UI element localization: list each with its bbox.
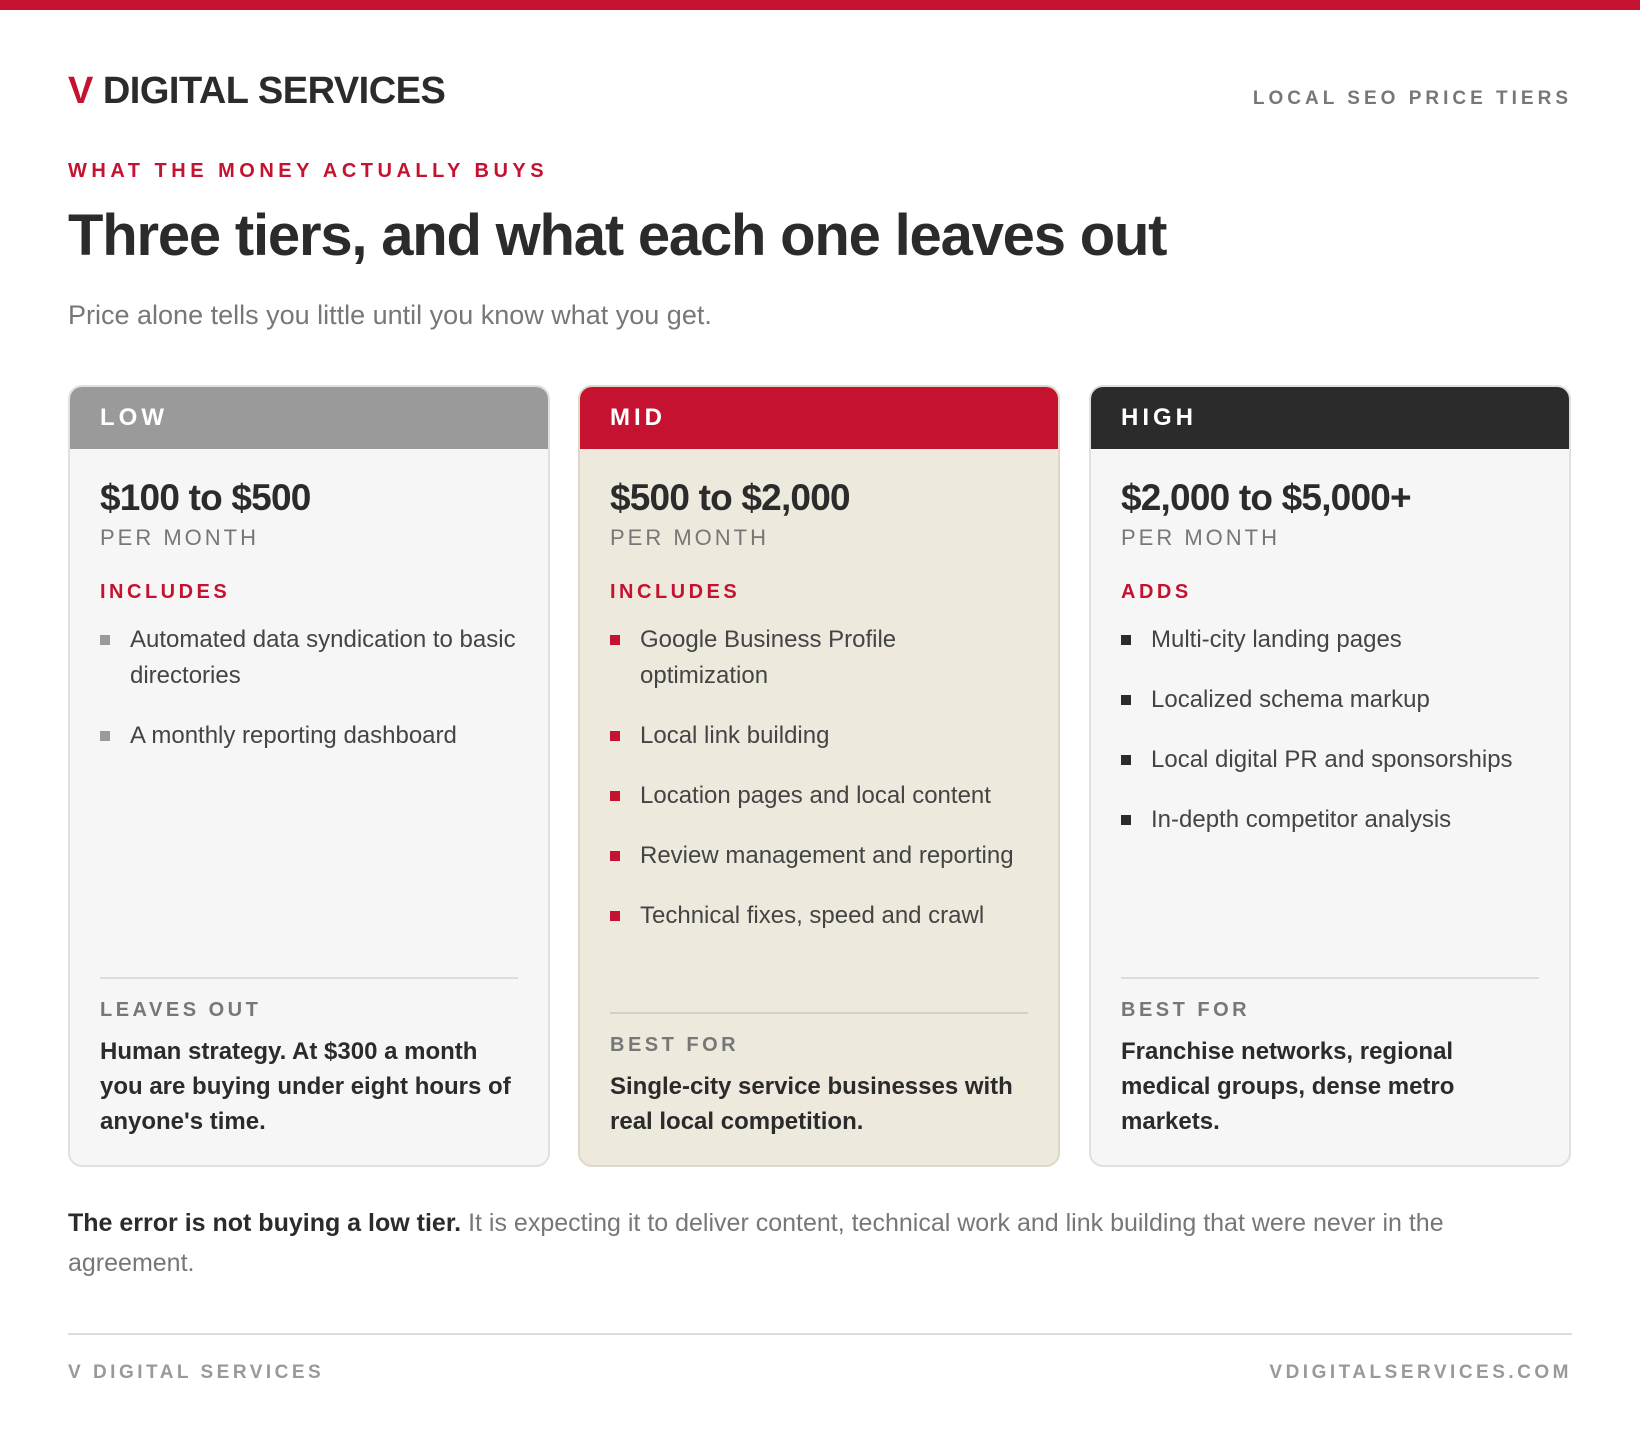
brand-name: DIGITAL SERVICES: [102, 70, 446, 112]
list-item-text: Location pages and local content: [640, 782, 991, 809]
tier-foot-label: BEST FOR: [610, 1034, 740, 1056]
tier-foot-text: Franchise networks, regional medical groups, dense metro markets.: [1121, 1038, 1455, 1135]
list-item: [100, 718, 518, 754]
summary-note-text: It is expecting it to deliver content, technical work and link building that were never in the agreement.: [68, 1209, 1444, 1277]
square-bullet-icon: [1121, 755, 1131, 765]
square-bullet-icon: [610, 911, 620, 921]
brand-mark: V: [68, 70, 93, 112]
list-item: [100, 622, 518, 694]
page-title: Three tiers, and what each one leaves out: [68, 203, 1167, 268]
tier-name: HIGH: [1091, 387, 1569, 449]
tier-period: PER MONTH: [1121, 525, 1280, 550]
summary-note: [68, 1203, 1568, 1283]
footer-website: VDIGITALSERVICES.COM: [1269, 1362, 1572, 1383]
tier-name: MID: [580, 387, 1058, 449]
tier-price: $500 to $2,000: [610, 477, 850, 518]
tier-foot: [100, 977, 518, 1139]
square-bullet-icon: [610, 635, 620, 645]
tier-items-label: INCLUDES: [610, 581, 741, 603]
page-subtitle: Price alone tells you little until you know what you get.: [68, 300, 712, 330]
square-bullet-icon: [100, 635, 110, 645]
tier-foot: [610, 1012, 1028, 1139]
tier-card-mid: [578, 385, 1060, 1167]
tier-foot-label: BEST FOR: [1121, 999, 1251, 1021]
list-item: [1121, 802, 1539, 838]
tier-price: $100 to $500: [100, 477, 311, 518]
tier-price: $2,000 to $5,000+: [1121, 477, 1411, 518]
square-bullet-icon: [1121, 815, 1131, 825]
footer-divider: [68, 1333, 1572, 1335]
list-item: [610, 622, 1028, 694]
tier-foot: [1121, 977, 1539, 1139]
square-bullet-icon: [1121, 635, 1131, 645]
list-item-text: Local link building: [640, 722, 830, 749]
square-bullet-icon: [610, 731, 620, 741]
footer-brand: V DIGITAL SERVICES: [68, 1362, 325, 1383]
tier-items-list: [100, 622, 518, 754]
list-item-text: Automated data syndication to basic directories: [130, 626, 516, 689]
header-label: LOCAL SEO PRICE TIERS: [1252, 88, 1572, 109]
tier-name: LOW: [70, 387, 548, 449]
brand-logo: [68, 70, 445, 113]
list-item-text: Review management and reporting: [640, 842, 1014, 869]
list-item: [1121, 682, 1539, 718]
tier-items-label: ADDS: [1121, 581, 1192, 603]
list-item-text: Local digital PR and sponsorships: [1151, 746, 1513, 773]
square-bullet-icon: [100, 731, 110, 741]
top-accent-bar: [0, 0, 1640, 10]
tier-card-high: [1089, 385, 1571, 1167]
summary-note-lead: The error is not buying a low tier.: [68, 1209, 462, 1237]
tier-period: PER MONTH: [610, 525, 769, 550]
list-item: [610, 898, 1028, 934]
list-item-text: A monthly reporting dashboard: [130, 722, 457, 749]
list-item: [1121, 742, 1539, 778]
list-item-text: Localized schema markup: [1151, 686, 1430, 713]
tier-period: PER MONTH: [100, 525, 259, 550]
list-item-text: Google Business Profile optimization: [640, 626, 897, 689]
tier-items-list: [1121, 622, 1539, 838]
eyebrow: WHAT THE MONEY ACTUALLY BUYS: [68, 160, 549, 182]
list-item: [610, 718, 1028, 754]
list-item: [610, 778, 1028, 814]
list-item-text: In-depth competitor analysis: [1151, 806, 1452, 833]
list-item-text: Technical fixes, speed and crawl: [640, 902, 985, 929]
list-item: [610, 838, 1028, 874]
tier-foot-text: Single-city service businesses with real local competition.: [610, 1073, 1013, 1135]
list-item-text: Multi-city landing pages: [1151, 626, 1402, 653]
square-bullet-icon: [1121, 695, 1131, 705]
tier-foot-label: LEAVES OUT: [100, 999, 262, 1021]
tier-foot-text: Human strategy. At $300 a month you are buying under eight hours of anyone's time.: [100, 1038, 511, 1135]
list-item: [1121, 622, 1539, 658]
tier-items-list: [610, 622, 1028, 934]
square-bullet-icon: [610, 851, 620, 861]
tier-card-low: [68, 385, 550, 1167]
tier-items-label: INCLUDES: [100, 581, 231, 603]
square-bullet-icon: [610, 791, 620, 801]
